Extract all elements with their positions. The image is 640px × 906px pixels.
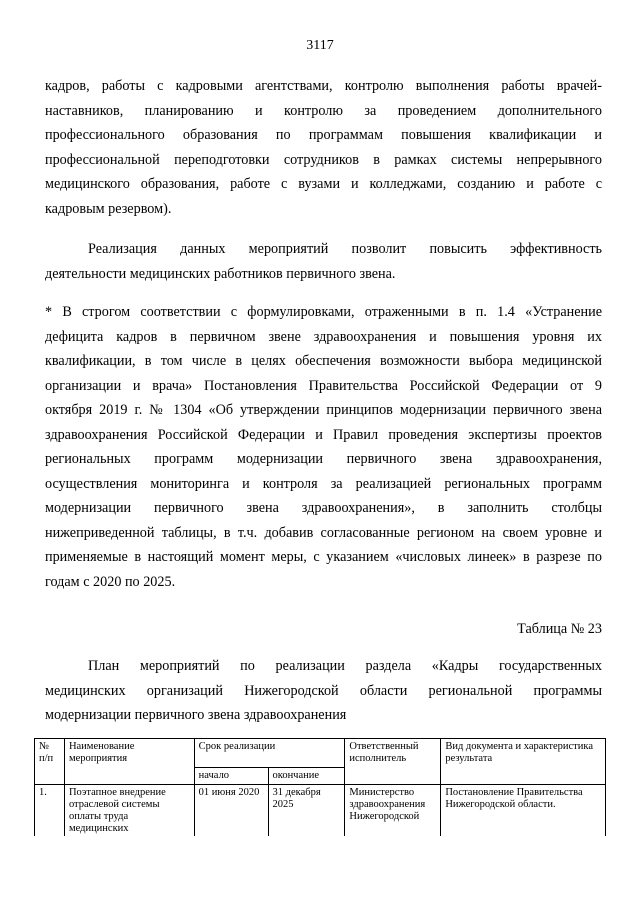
cell-end: 31 декабря 2025 <box>268 785 345 850</box>
header-name: Наименование мероприятия <box>64 739 194 785</box>
cell-doc: Постановление Правительства Нижегородской области. <box>441 785 606 850</box>
text-line: осуществления мониторинга и контроля за реализацией региональных программ <box>45 475 602 492</box>
text-line: организации и врача» Постановления Правительства Российской Федерации от 9 <box>45 377 602 394</box>
text-line: здравоохранения Российской Федерации и Правил проведения экспертизы проектов <box>45 426 602 443</box>
paragraph-footnote <box>45 300 602 594</box>
plan-table <box>34 738 606 850</box>
text-line: нижеприведенной таблицы, в т.ч. добавив согласованные регионом на своем уровне и <box>45 524 602 541</box>
cell-start: 01 июня 2020 <box>194 785 268 850</box>
page-bottom-margin <box>30 836 612 906</box>
text-line: * В строгом соответствии с формулировками, отраженными в п. 1.4 «Устранение <box>45 304 602 320</box>
text-line: медицинского образования, работе с вузами и колледжами, созданию и работе с <box>45 176 602 192</box>
text-line: наставников, планированию и контролю за проведением дополнительного <box>45 102 602 119</box>
table-label: Таблица № 23 <box>517 621 602 637</box>
text-line: региональных программ модернизации первичного звена здравоохранения, <box>45 451 602 467</box>
text-line: квалификации, в том числе в целях обеспечения возможности выбора медицинской <box>45 353 602 369</box>
text-line: кадровым резервом). <box>45 200 172 217</box>
text-line: модернизации первичного звена здравоохранения», в заполнить столбцы <box>45 500 602 516</box>
paragraph-hr-work <box>45 74 602 221</box>
paragraph-efficiency <box>45 237 602 286</box>
text-line: дефицита кадров в первичном звене здравоохранения и повышения уровня их <box>45 328 602 345</box>
header-start: начало <box>194 768 268 785</box>
cell-name: Поэтапное внедрение отраслевой системы оплаты труда медицинских <box>64 785 194 850</box>
table-header-row <box>35 739 606 768</box>
header-num: № п/п <box>35 739 65 785</box>
table-caption <box>45 654 602 728</box>
cell-num: 1. <box>35 785 65 850</box>
text-line: модернизации первичного звена здравоохранения <box>45 707 347 723</box>
text-line: медицинских организаций Нижегородской области региональной программы <box>45 682 602 699</box>
text-line: План мероприятий по реализации раздела «Кадры государственных <box>88 658 602 674</box>
text-line: октября 2019 г. № 1304 «Об утверждении принципов модернизации первичного звена <box>45 402 602 418</box>
text-line: Реализация данных мероприятий позволит повысить эффективность <box>88 241 602 257</box>
text-line: профессиональной переподготовки сотрудников в рамках системы непрерывного <box>45 151 602 168</box>
page-number: 3117 <box>306 38 334 53</box>
header-end: окончание <box>268 768 345 785</box>
text-line: профессионального образования по программам повышения квалификации и <box>45 127 602 143</box>
header-period: Срок реализации <box>194 739 345 768</box>
text-line: применяемые в настоящий момент меры, с указанием «числовых линеек» в разрезе по <box>45 549 602 565</box>
text-line: годам с 2020 по 2025. <box>45 573 176 590</box>
text-line: кадров, работы с кадровыми агентствами, контролю выполнения работы врачей- <box>45 78 602 94</box>
text-line: деятельности медицинских работников первичного звена. <box>45 265 396 282</box>
header-doc: Вид документа и характеристика результата <box>441 739 606 785</box>
cell-responsible: Министерство здравоохранения Нижегородской <box>345 785 441 850</box>
header-responsible: Ответственный исполнитель <box>345 739 441 785</box>
